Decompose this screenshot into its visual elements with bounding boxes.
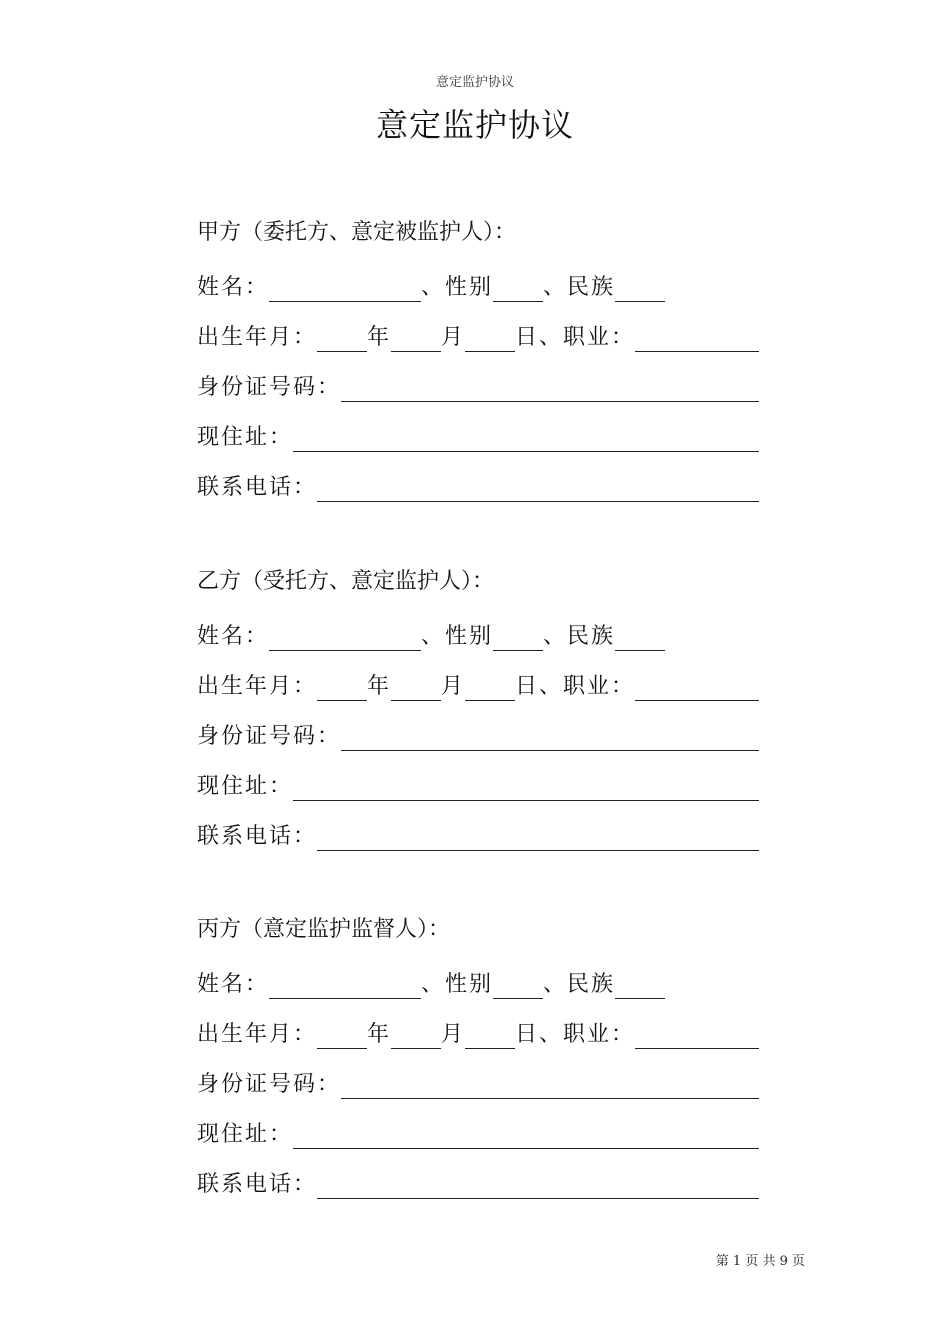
party-b-section — [197, 557, 759, 857]
ethnicity-field[interactable] — [615, 638, 665, 651]
year-label: 年 — [367, 325, 392, 350]
name-label: 姓名： — [197, 275, 270, 300]
id-number-field[interactable] — [341, 738, 759, 751]
gender-field[interactable] — [493, 986, 543, 999]
phone-field[interactable] — [317, 838, 759, 851]
id-number-label: 身份证号码： — [197, 1072, 342, 1097]
name-row — [197, 607, 759, 657]
gender-field[interactable] — [493, 638, 543, 651]
month-label: 月 — [441, 1022, 466, 1047]
address-row — [197, 1105, 759, 1155]
birth-year-field[interactable] — [317, 688, 367, 701]
gender-field[interactable] — [493, 289, 543, 302]
day-occupation-label: 日、职业： — [515, 674, 636, 699]
phone-row — [197, 1155, 759, 1205]
birth-row — [197, 308, 759, 358]
birth-month-field[interactable] — [391, 339, 441, 352]
month-label: 月 — [441, 674, 466, 699]
occupation-field[interactable] — [635, 1036, 759, 1049]
party-a-heading: 甲方（委托方、意定被监护人）： — [197, 220, 517, 245]
id-row — [197, 1055, 759, 1105]
name-field[interactable] — [269, 986, 421, 999]
name-row — [197, 955, 759, 1005]
birth-day-field[interactable] — [465, 1036, 515, 1049]
address-label: 现住址： — [197, 774, 294, 799]
phone-row — [197, 458, 759, 508]
year-label: 年 — [367, 1022, 392, 1047]
id-row — [197, 358, 759, 408]
month-label: 月 — [441, 325, 466, 350]
phone-field[interactable] — [317, 1186, 759, 1199]
ethnicity-field[interactable] — [615, 986, 665, 999]
id-number-label: 身份证号码： — [197, 724, 342, 749]
birth-month-field[interactable] — [391, 1036, 441, 1049]
gender-label: 、性别 — [421, 275, 494, 300]
birth-row — [197, 657, 759, 707]
gender-label: 、性别 — [421, 972, 494, 997]
birth-label: 出生年月： — [197, 674, 318, 699]
name-field[interactable] — [269, 638, 421, 651]
phone-label: 联系电话： — [197, 475, 318, 500]
birth-row — [197, 1005, 759, 1055]
year-label: 年 — [367, 674, 392, 699]
day-occupation-label: 日、职业： — [515, 1022, 636, 1047]
name-label: 姓名： — [197, 972, 270, 997]
address-label: 现住址： — [197, 1122, 294, 1147]
id-number-label: 身份证号码： — [197, 375, 342, 400]
birth-year-field[interactable] — [317, 1036, 367, 1049]
ethnicity-label: 、民族 — [543, 275, 616, 300]
phone-field[interactable] — [317, 489, 759, 502]
party-c-heading: 丙方（意定监护监督人）： — [197, 917, 451, 942]
birth-day-field[interactable] — [465, 688, 515, 701]
address-field[interactable] — [293, 439, 759, 452]
name-label: 姓名： — [197, 624, 270, 649]
party-b-heading: 乙方（受托方、意定监护人）： — [197, 569, 495, 594]
birth-year-field[interactable] — [317, 339, 367, 352]
phone-label: 联系电话： — [197, 824, 318, 849]
phone-row — [197, 807, 759, 857]
occupation-field[interactable] — [635, 339, 759, 352]
phone-label: 联系电话： — [197, 1172, 318, 1197]
page-number: 第 1 页 共 9 页 — [715, 1254, 805, 1269]
party-c-section — [197, 905, 759, 1205]
address-row — [197, 757, 759, 807]
id-row — [197, 707, 759, 757]
party-a-section — [197, 208, 759, 508]
ethnicity-label: 、民族 — [543, 972, 616, 997]
id-number-field[interactable] — [341, 1086, 759, 1099]
name-row — [197, 258, 759, 308]
address-label: 现住址： — [197, 425, 294, 450]
gender-label: 、性别 — [421, 624, 494, 649]
ethnicity-field[interactable] — [615, 289, 665, 302]
document-title: 意定监护协议 — [375, 106, 574, 144]
address-field[interactable] — [293, 1136, 759, 1149]
page-header: 意定监护协议 — [435, 75, 514, 90]
day-occupation-label: 日、职业： — [515, 325, 636, 350]
occupation-field[interactable] — [635, 688, 759, 701]
name-field[interactable] — [269, 289, 421, 302]
address-field[interactable] — [293, 788, 759, 801]
birth-day-field[interactable] — [465, 339, 515, 352]
birth-month-field[interactable] — [391, 688, 441, 701]
ethnicity-label: 、民族 — [543, 624, 616, 649]
id-number-field[interactable] — [341, 389, 759, 402]
address-row — [197, 408, 759, 458]
birth-label: 出生年月： — [197, 325, 318, 350]
birth-label: 出生年月： — [197, 1022, 318, 1047]
